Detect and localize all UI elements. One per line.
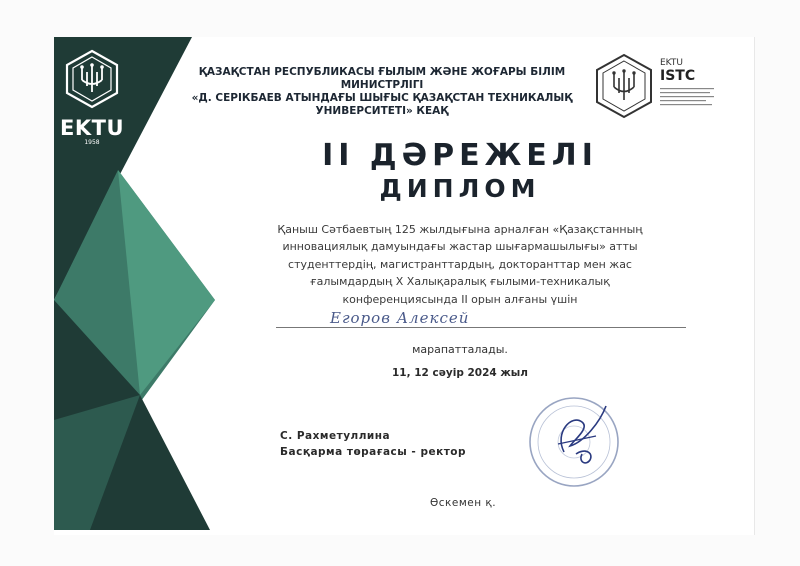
description-line-1: Қаныш Сәтбаевтың 125 жылдығына арналған «Қазақстанның: [277, 223, 643, 236]
recipient-name: Егоров Алексей: [330, 309, 470, 327]
ministry-header: [172, 66, 592, 118]
istc-logo: [592, 52, 722, 124]
description-line-3: студенттердің, магистранттардың, докторанттар мен жас: [288, 257, 632, 271]
ektu-emblem-icon: [62, 48, 122, 110]
ministry-line-2: «Д. СЕРІКБАЕВ АТЫНДАҒЫ ШЫҒЫС ҚАЗАҚСТАН ТЕХНИКАЛЫҚ: [191, 92, 573, 104]
diploma-title: ДИПЛОМ: [379, 174, 541, 203]
signer-role: Басқарма төрағасы - ректор: [280, 446, 467, 458]
ministry-line-1: ҚАЗАҚСТАН РЕСПУБЛИКАСЫ ҒЫЛЫМ ЖӘНЕ ЖОҒАРЫ БІЛІМ МИНИСТРЛІГІ: [198, 66, 566, 91]
description-line-4: ғалымдардың Х Халықаралық ғылыми-техникалық: [310, 275, 610, 289]
ministry-line-3: УНИВЕРСИТЕТІ» КЕАҚ: [315, 105, 449, 117]
conference-date: 11, 12 сәуір 2024 жыл: [392, 367, 528, 379]
ektu-logo-year: 1958: [84, 139, 100, 146]
award-description: [262, 221, 658, 308]
signer-name: С. Рахметуллина: [280, 430, 391, 442]
description-line-2: инновациялық дамуындағы жастар шығармашылығы» атты: [282, 240, 638, 254]
awarded-text: марапатталады.: [412, 343, 508, 356]
recipient-underline: [276, 327, 686, 328]
istc-brand-top: EKTU: [660, 58, 683, 68]
istc-brand-main: ISTC: [660, 68, 696, 84]
diploma-degree-title: II ДӘРЕЖЕЛІ: [322, 138, 598, 173]
ektu-logo-text: EKTU: [60, 116, 124, 140]
ektu-logo: [56, 48, 128, 146]
istc-fine-print-decoration: [660, 88, 716, 108]
description-line-5: конференциясында II орын алғаны үшін: [342, 292, 578, 306]
city-text: Өскемен қ.: [430, 497, 497, 509]
istc-emblem-icon: [592, 52, 656, 120]
official-stamp-signature: [524, 392, 634, 492]
